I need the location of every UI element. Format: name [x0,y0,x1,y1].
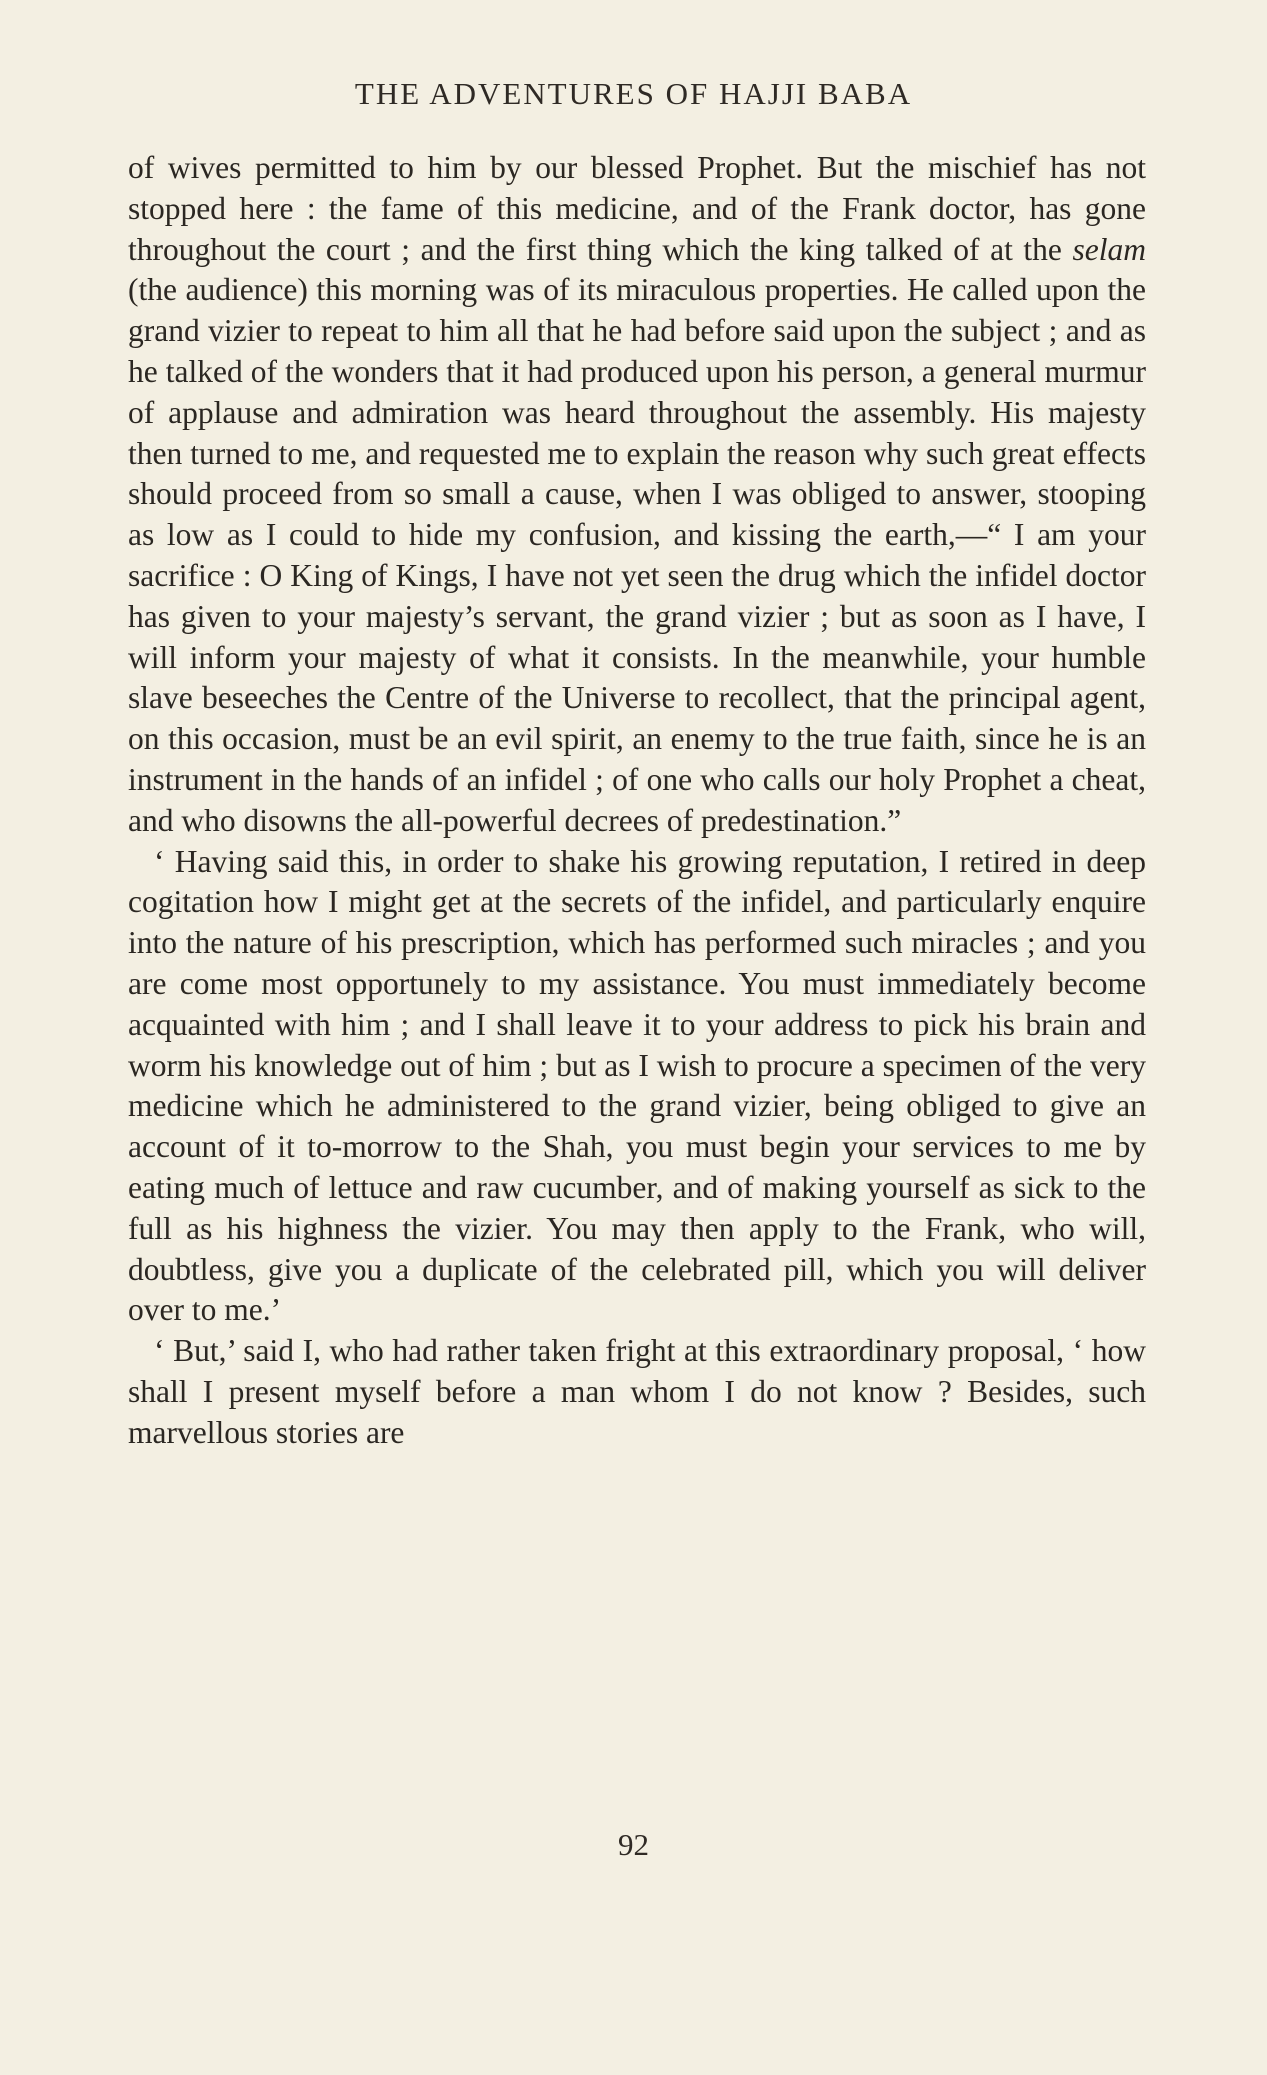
italic-term-selam: selam [1072,231,1146,267]
paragraph-2: ‘ Having said this, in order to shake his growing reputation, I retired in deep cogitation how I might get at the secrets of the infidel, and particularly enquire into the nature of his prescription, which has performed such miracles ; and you are come most opportunely to my assistance. You must immediately become acquainted with him ; and I shall leave it to your address to pick his brain and worm his knowledge out of him ; but as I wish to procure a specimen of the very medicine which he administered to the grand vizier, being obliged to give an account of it to-morrow to the Shah, you must begin your services to me by eating much of lettuce and raw cucumber, and of making yourself as sick to the full as his highness the vizier. You may then apply to the Frank, who will, doubtless, give you a duplicate of the celebrated pill, which you will deliver over to me.’ [128,843,1146,1328]
body-text [128,148,1146,1454]
paragraph-1-text-before: of wives permitted to him by our blessed Prophet. But the mischief has not stopped here : the fame of this medicine, and of the Frank doctor, has gone throughout the court ; and the first thing which the king talked of at the [128,150,1146,267]
page-number: 92 [618,1827,649,1862]
running-head: THE ADVENTURES OF HAJJI BABA [354,76,913,111]
paragraph-1-text-after: (the audience) this morning was of its miraculous properties. He called upon the grand vizier to repeat to him all that he had before said upon the subject ; and as he talked of the wonders that it had produced upon his person, a general murmur of applause and admiration was heard throughout the assembly. His majesty then turned to me, and requested me to explain the reason why such great effects should proceed from so small a cause, when I was obliged to answer, stooping as low as I could to hide my confusion, and kissing the earth,—“ I am your sacrifice : O King of Kings, I have not yet seen the drug which the infidel doctor has given to your majesty’s servant, the grand vizier ; but as soon as I have, I will inform your majesty of what it consists. In the meanwhile, your humble slave beseeches the Centre of the Universe to recollect, that the principal agent, on this occasion, must be an evil spirit, an enemy to the true faith, since he is an instrument in the hands of an infidel ; of one who calls our holy Prophet a cheat, and who disowns the all-powerful decrees of predestination.” [128,272,1146,838]
paragraph-3: ‘ But,’ said I, who had rather taken fright at this extraordinary proposal, ‘ how shall I present myself before a man whom I do not know ? Besides, such marvellous stories are [128,1333,1146,1450]
paragraph-1 [128,148,1146,842]
